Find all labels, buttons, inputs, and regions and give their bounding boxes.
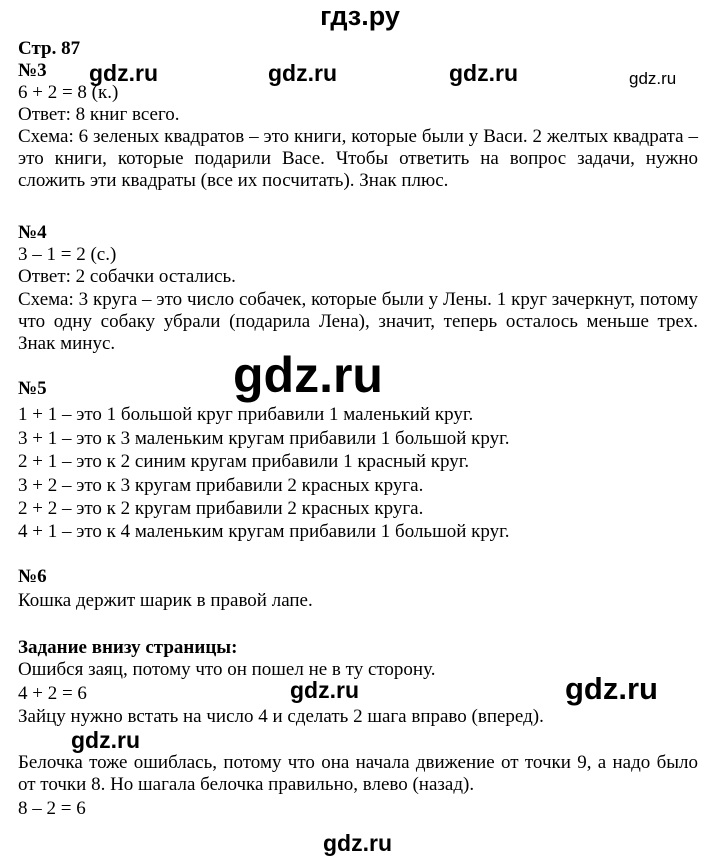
task4-heading: №4 [18, 222, 47, 243]
bottom-task-line: Ошибся заяц, потому что он пошел не в ту сторону. [18, 659, 436, 680]
watermark: gdz.ru [268, 60, 337, 86]
task5-line: 4 + 1 – это к 4 маленьким кругам прибавили 1 большой круг. [18, 521, 510, 542]
bottom-task-line: 4 + 2 = 6 [18, 683, 87, 704]
task5-line: 2 + 2 – это к 2 кругам прибавили 2 красных круга. [18, 498, 424, 519]
task6-heading: №6 [18, 566, 47, 587]
task3-heading: №3 [18, 60, 47, 81]
bottom-task-final-line: 8 – 2 = 6 [18, 798, 86, 819]
task4-paragraph: Схема: 3 круга – это число собачек, которые были у Лены. 1 круг зачеркнут, потому что одну собаку убрали (подарила Лена), значит, теперь осталось меньше трех. Знак минус. [18, 289, 698, 354]
watermark: gdz.ru [565, 671, 658, 706]
watermark: gdz.ru [629, 69, 677, 88]
watermark: gdz.ru [71, 727, 140, 753]
watermark: gdz.ru [323, 830, 392, 856]
watermark: gdz.ru [233, 347, 383, 403]
task5-line: 2 + 1 – это к 2 синим кругам прибавили 1 красный круг. [18, 451, 470, 472]
task3-line: Ответ: 8 книг всего. [18, 104, 180, 125]
task4-line: Ответ: 2 собачки остались. [18, 266, 236, 287]
task6-line: Кошка держит шарик в правой лапе. [18, 590, 313, 611]
site-header: гдз.ру [320, 1, 400, 31]
watermark: gdz.ru [290, 677, 359, 703]
bottom-task-line: Зайцу нужно встать на число 4 и сделать 2 шага вправо (вперед). [18, 706, 544, 727]
watermark: gdz.ru [449, 60, 518, 86]
watermark: gdz.ru [89, 60, 158, 86]
task5-line: 3 + 1 – это к 3 маленьким кругам прибавили 1 большой круг. [18, 428, 510, 449]
task5-line: 1 + 1 – это 1 большой круг прибавили 1 маленький круг. [18, 404, 474, 425]
page-ref: Стр. 87 [18, 38, 81, 59]
task3-line: 6 + 2 = 8 (к.) [18, 82, 119, 103]
task5-heading: №5 [18, 378, 47, 399]
task5-line: 3 + 2 – это к 3 кругам прибавили 2 красных круга. [18, 475, 424, 496]
task3-paragraph: Схема: 6 зеленых квадратов – это книги, которые были у Васи. 2 желтых квадрата – это книги, которые подарили Васе. Чтобы ответить на вопрос задачи, нужно сложить эти квадраты (все их посчитать). Знак плюс. [18, 126, 698, 191]
task4-line: 3 – 1 = 2 (с.) [18, 244, 117, 265]
bottom-task-paragraph: Белочка тоже ошиблась, потому что она начала движение от точки 9, а надо было от точки 8. Но шагала белочка правильно, влево (назад). [18, 752, 698, 795]
bottom-task-heading: Задание внизу страницы: [18, 637, 238, 658]
